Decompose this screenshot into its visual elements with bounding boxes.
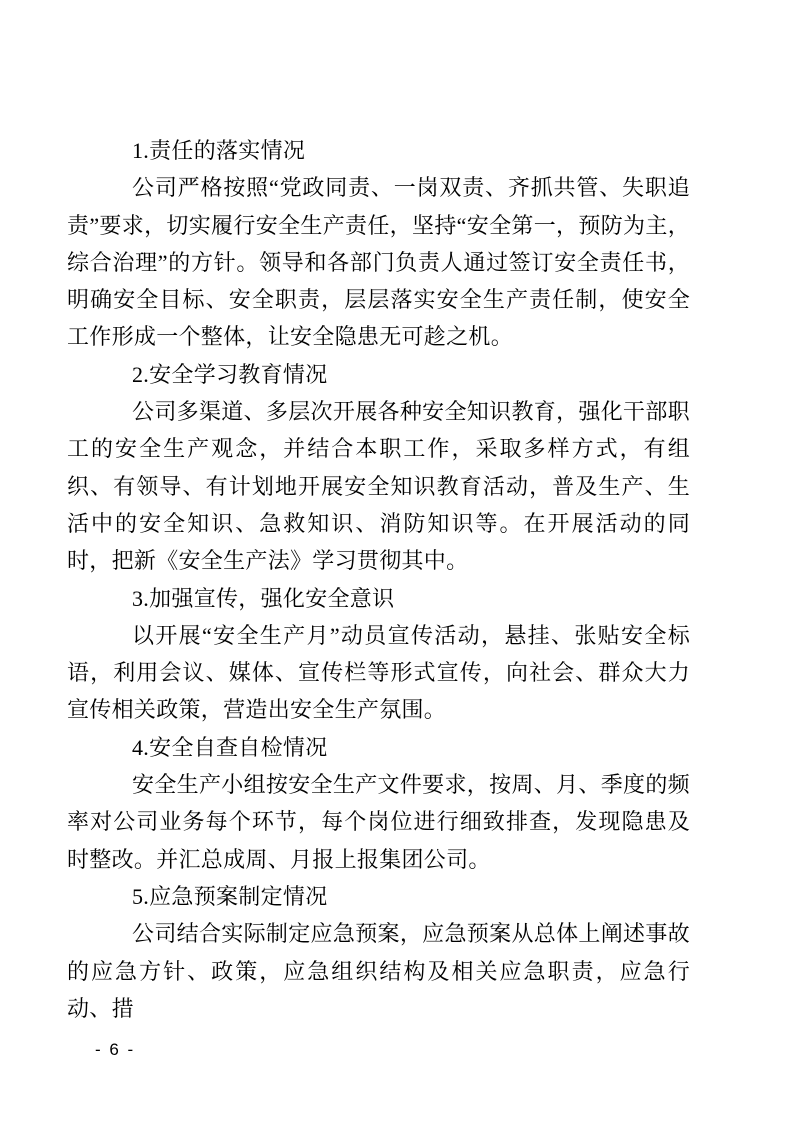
section-paragraph: 安全生产小组按安全生产文件要求，按周、月、季度的频率对公司业务每个环节，每个岗位进行细致排查，发现隐患及时整改。并汇总成周、月报上报集团公司。 xyxy=(67,772,690,872)
section-heading: 3.加强宣传，强化安全意识 xyxy=(132,585,395,611)
section-responsibility-implementation xyxy=(67,132,690,356)
document-body xyxy=(67,132,690,1027)
section-emergency-plan xyxy=(67,878,690,1027)
section-paragraph: 公司严格按照“党政同责、一岗双责、齐抓共管、失职追责”要求，切实履行安全生产责任，坚持“安全第一，预防为主，综合治理”的方针。领导和各部门负责人通过签订安全责任书，明确安全目标、安全职责，层层落实安全生产责任制，使安全工作形成一个整体，让安全隐患无可趁之机。 xyxy=(67,175,690,350)
page-footer xyxy=(95,1040,135,1060)
section-paragraph: 以开展“安全生产月”动员宣传活动，悬挂、张贴安全标语，利用会议、媒体、宣传栏等形式宣传，向社会、群众大力宣传相关政策，营造出安全生产氛围。 xyxy=(67,622,690,723)
section-self-inspection xyxy=(67,729,690,878)
section-publicity-awareness xyxy=(67,580,690,729)
section-heading: 5.应急预案制定情况 xyxy=(132,883,328,909)
section-paragraph: 公司多渠道、多层次开展各种安全知识教育，强化干部职工的安全生产观念，并结合本职工作，采取多样方式，有组织、有领导、有计划地开展安全知识教育活动，普及生产、生活中的安全知识、急救知识、消防知识等。在开展活动的同时，把新《安全生产法》学习贯彻其中。 xyxy=(67,399,690,574)
section-heading: 4.安全自查自检情况 xyxy=(132,734,328,760)
section-heading: 2.安全学习教育情况 xyxy=(132,361,328,387)
page-number: - 6 - xyxy=(95,1040,136,1059)
section-safety-education xyxy=(67,356,690,580)
section-paragraph: 公司结合实际制定应急预案，应急预案从总体上阐述事故的应急方针、政策，应急组织结构及相关应急职责，应急行动、措 xyxy=(67,921,690,1021)
section-heading: 1.责任的落实情况 xyxy=(132,138,306,163)
